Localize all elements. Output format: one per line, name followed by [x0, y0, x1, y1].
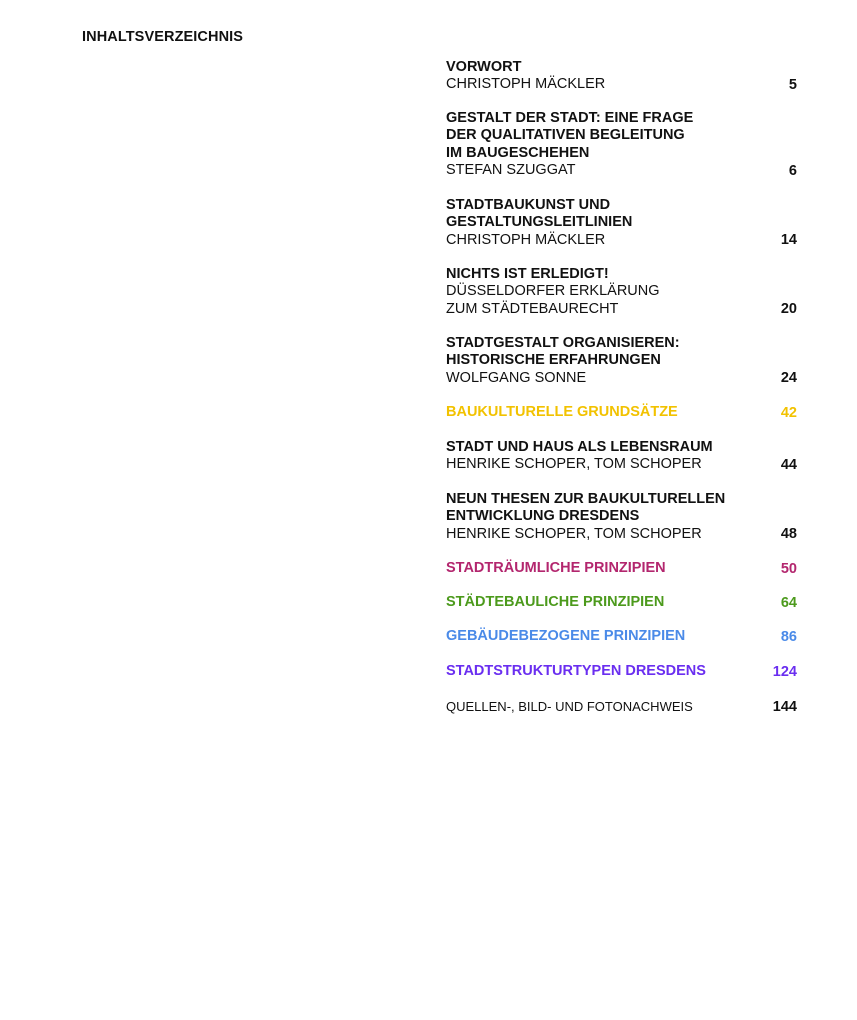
entry-author: CHRISTOPH MÄCKLER	[446, 76, 606, 93]
entry-title: VORWORT	[446, 59, 522, 75]
entry-title: STADTBAUKUNST UND	[446, 197, 611, 213]
toc-entry-stadtgestalt-organisieren[interactable]	[446, 335, 797, 387]
toc-entry-quellen[interactable]	[446, 698, 797, 716]
entry-page-number: 5	[788, 76, 797, 93]
entry-title: STADT UND HAUS ALS LEBENSRAUM	[446, 439, 713, 455]
page-title: INHALTSVERZEICHNIS	[82, 29, 244, 45]
toc-entry-staedtebauliche-prinzipien[interactable]	[446, 594, 797, 612]
entry-title: NICHTS IST ERLEDIGT!	[446, 266, 609, 282]
toc-entry-neun-thesen[interactable]	[446, 491, 797, 543]
entry-title: STADTRÄUMLICHE PRINZIPIEN	[446, 560, 666, 576]
entry-page-number: 24	[780, 369, 797, 386]
toc-entry-stadtraeumliche-prinzipien[interactable]	[446, 560, 797, 578]
entry-author: WOLFGANG SONNE	[446, 369, 587, 386]
entry-page-number: 144	[772, 698, 797, 715]
entry-page-number: 48	[780, 525, 797, 542]
toc-entry-nichts-ist-erledigt[interactable]	[446, 266, 797, 318]
entry-author: STEFAN SZUGGAT	[446, 161, 576, 178]
entry-page-number: 42	[780, 404, 797, 421]
entry-page-number: 44	[780, 456, 797, 473]
toc-entry-baukulturelle-grundsaetze[interactable]	[446, 404, 797, 422]
entry-page-number: 20	[780, 300, 797, 317]
entry-page-number: 64	[780, 594, 797, 611]
entry-title: NEUN THESEN ZUR BAUKULTURELLEN	[446, 491, 726, 507]
entry-title: STÄDTEBAULICHE PRINZIPIEN	[446, 594, 665, 610]
entry-title: ENTWICKLUNG DRESDENS	[446, 508, 640, 525]
entry-title: IM BAUGESCHEHEN	[446, 144, 590, 161]
toc-entry-stadtbaukunst[interactable]	[446, 197, 797, 249]
entry-page-number: 14	[780, 231, 797, 248]
toc-entry-stadtstrukturtypen-dresdens[interactable]	[446, 663, 797, 681]
entry-title: STADTSTRUKTURTYPEN DRESDENS	[446, 663, 706, 679]
entry-title: HISTORISCHE ERFAHRUNGEN	[446, 352, 661, 369]
entry-title: GESTALTUNGSLEITLINIEN	[446, 214, 633, 231]
entry-page-number: 124	[772, 663, 797, 680]
entry-page-number: 50	[780, 560, 797, 577]
entry-author: HENRIKE SCHOPER, TOM SCHOPER	[446, 456, 702, 473]
entry-author: HENRIKE SCHOPER, TOM SCHOPER	[446, 525, 702, 542]
toc-entry-stadt-und-haus[interactable]	[446, 439, 797, 474]
toc-entry-gestalt-der-stadt[interactable]	[446, 110, 797, 180]
entry-author: QUELLEN-, BILD- UND FOTONACHWEIS	[446, 699, 693, 714]
entry-author: DÜSSELDORFER ERKLÄRUNG	[446, 283, 660, 300]
entry-title: GEBÄUDEBEZOGENE PRINZIPIEN	[446, 628, 686, 644]
entry-author: CHRISTOPH MÄCKLER	[446, 231, 606, 248]
entry-title: BAUKULTURELLE GRUNDSÄTZE	[446, 404, 678, 420]
toc-entry-vorwort[interactable]	[446, 59, 797, 94]
entry-page-number: 86	[780, 628, 797, 645]
entry-title: DER QUALITATIVEN BEGLEITUNG	[446, 127, 685, 144]
entry-author: ZUM STÄDTEBAURECHT	[446, 300, 619, 317]
entry-title: GESTALT DER STADT: EINE FRAGE	[446, 110, 694, 126]
entry-page-number: 6	[788, 162, 797, 179]
toc-entry-gebaeudebezogene-prinzipien[interactable]	[446, 628, 797, 646]
entry-title: STADTGESTALT ORGANISIEREN:	[446, 335, 680, 351]
